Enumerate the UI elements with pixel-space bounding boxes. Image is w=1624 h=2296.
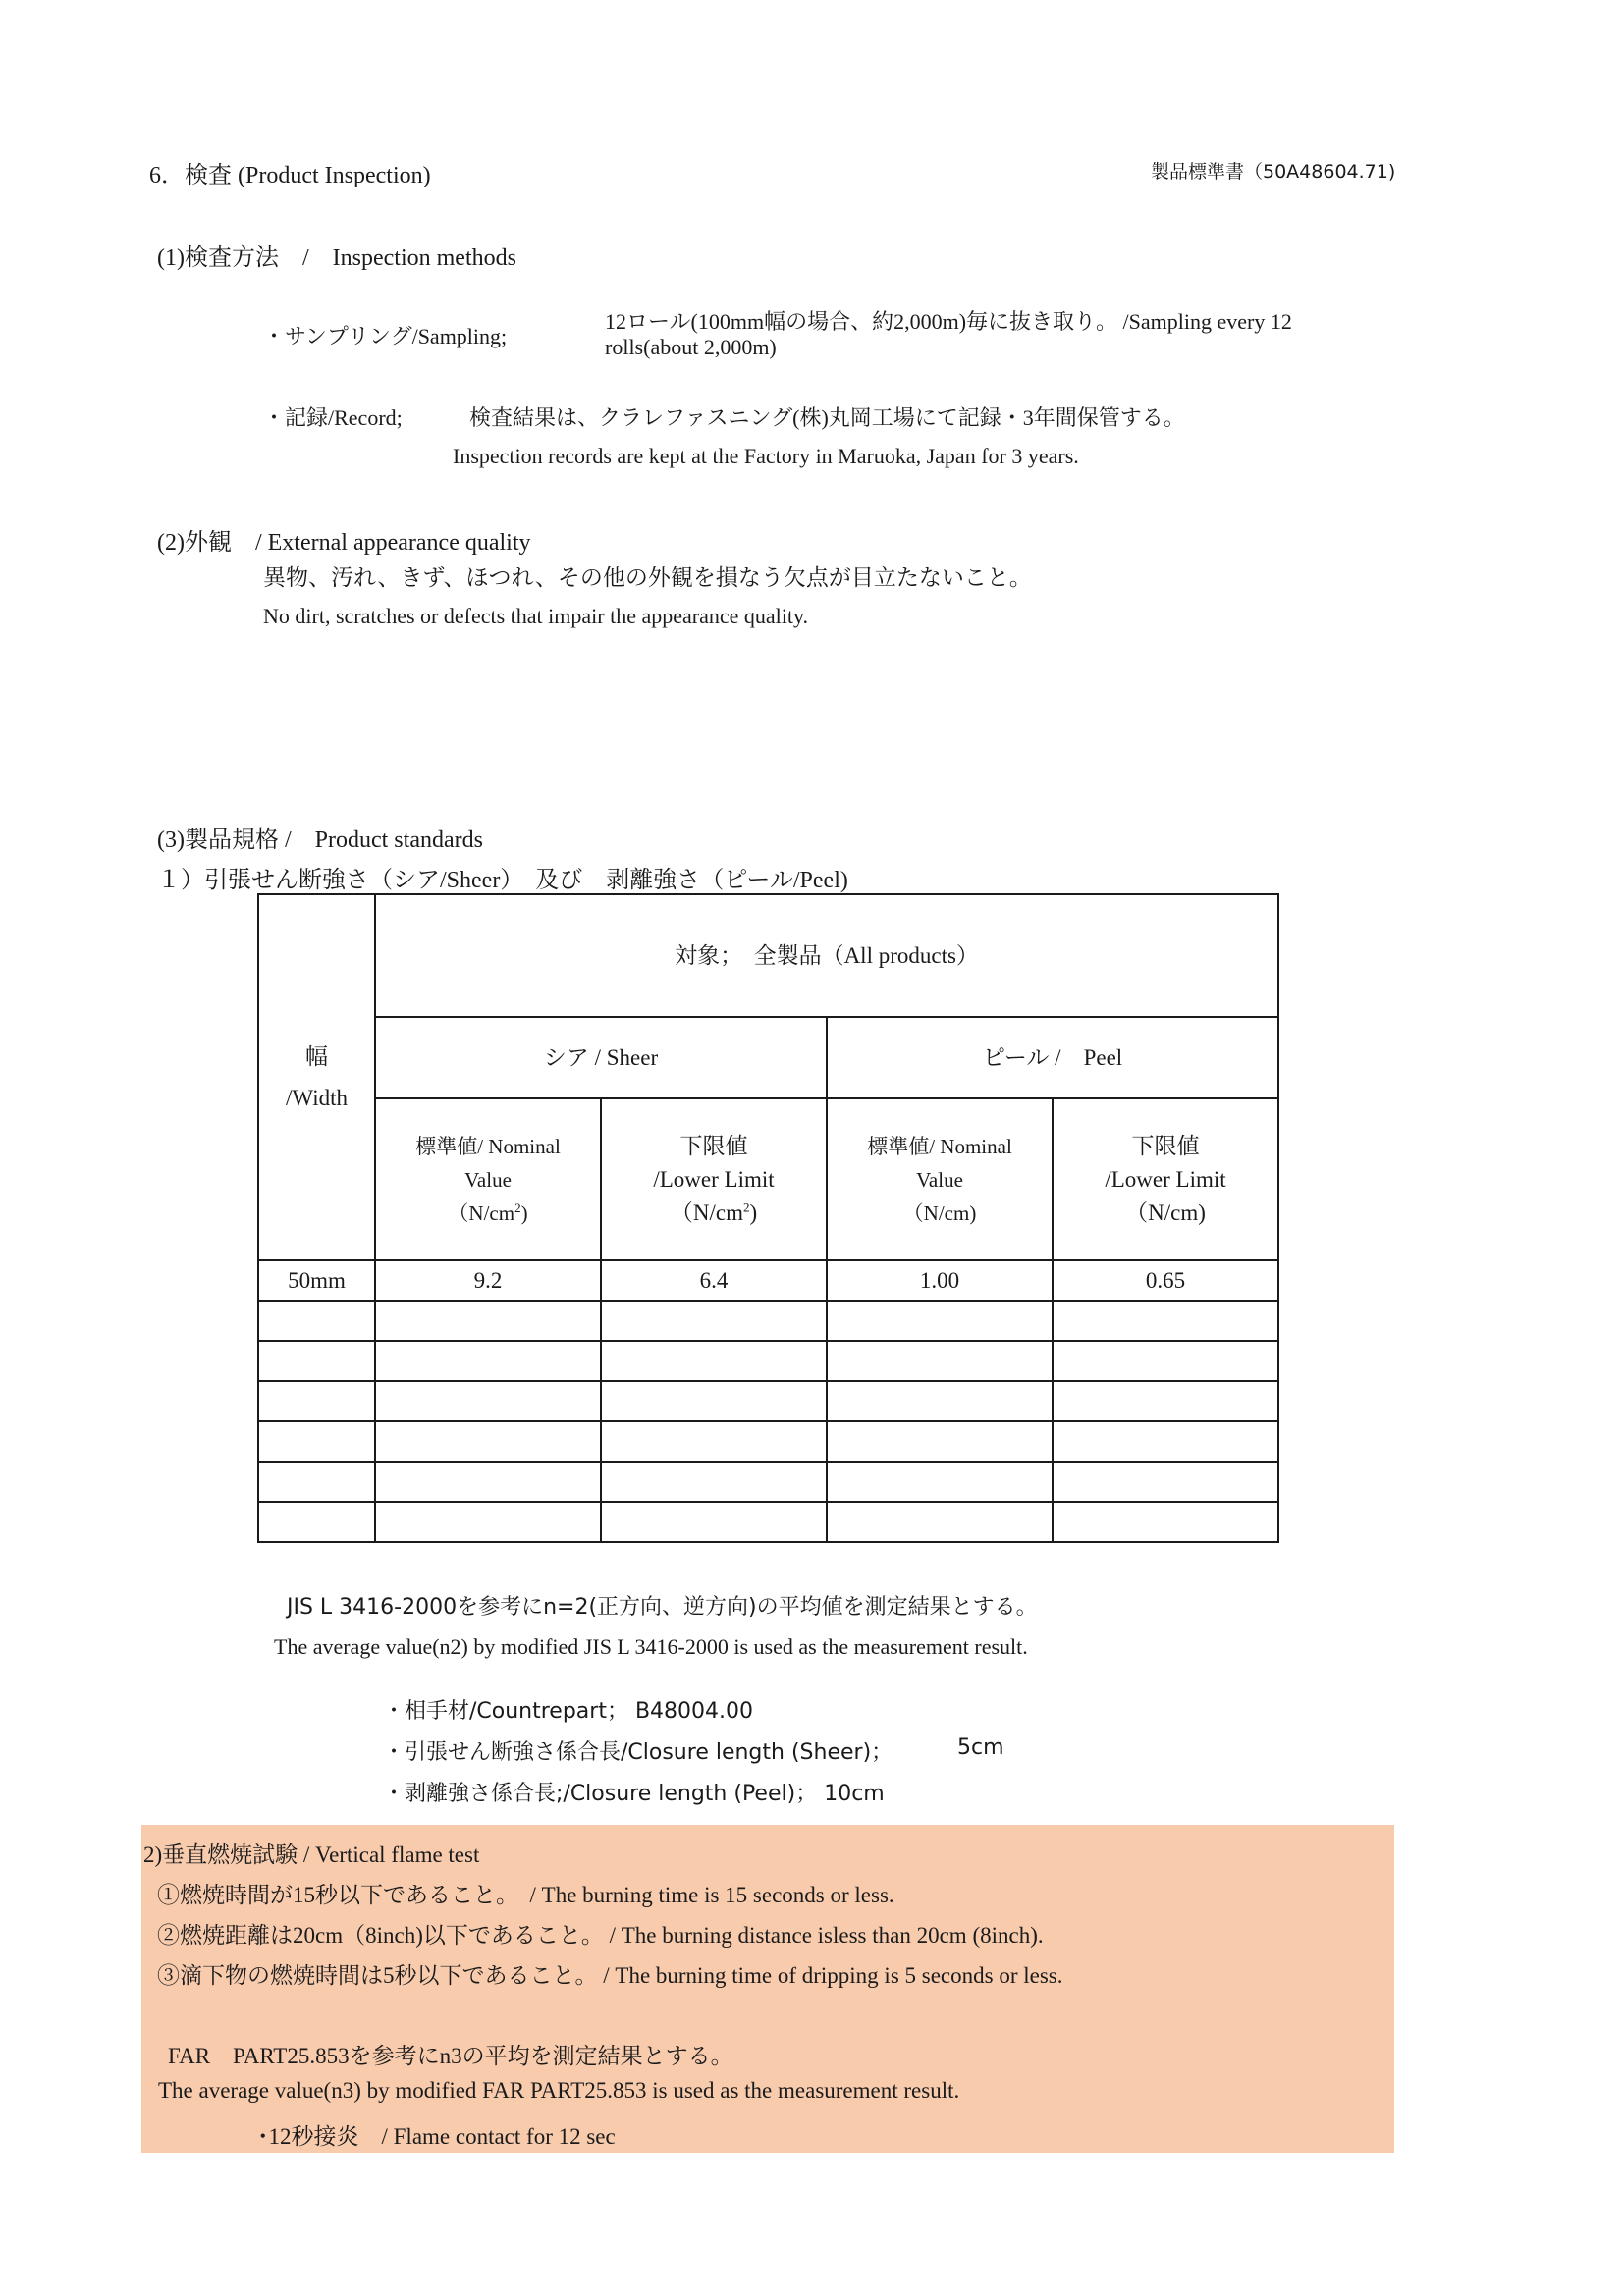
empty-cell: [1053, 1462, 1278, 1502]
product-standards-table: [257, 893, 1279, 1543]
flame-test-heading: 2)垂直燃焼試験 / Vertical flame test: [143, 1842, 480, 1867]
jis-note-en: The average value(n2) by modified JIS L 3416-2000 is used as the measurement result.: [274, 1634, 1028, 1659]
flame-item-3: ③滴下物の燃焼時間は5秒以下であること。 / The burning time of dripping is 5 seconds or less.: [157, 1963, 1063, 1988]
col-header-line2: Value: [916, 1167, 963, 1192]
empty-cell: [1053, 1301, 1278, 1341]
table-row: [258, 1462, 1278, 1502]
countrepart-line: ・相手材/Countrepart； B48004.00: [383, 1699, 754, 1724]
empty-cell: [827, 1421, 1053, 1462]
col-header-unit: （N/cm): [1125, 1200, 1206, 1225]
far-note-en: The average value(n3) by modified FAR PART25.853 is used as the measurement result.: [158, 2078, 960, 2103]
record-text-en: Inspection records are kept at the Factory in Maruoka, Japan for 3 years.: [453, 444, 1079, 468]
sampling-text-line2: rolls(about 2,000m): [605, 335, 777, 359]
peel-header: ピール / Peel: [827, 1017, 1278, 1098]
empty-cell: [827, 1462, 1053, 1502]
empty-cell: [258, 1462, 375, 1502]
empty-cell: [375, 1301, 601, 1341]
empty-cell: [258, 1381, 375, 1421]
table-row: [258, 1502, 1278, 1542]
product-standards-heading: (3)製品規格 / Product standards: [157, 828, 483, 853]
width-label-jp: 幅: [305, 1043, 328, 1069]
far-note-jp: FAR PART25.853を参考にn3の平均を測定結果とする。: [168, 2044, 733, 2068]
width-label-en: /Width: [286, 1085, 348, 1110]
peel-lower-header: [1053, 1098, 1278, 1260]
width-header-cell: [258, 894, 375, 1260]
col-header-unit: （N/cm): [902, 1201, 977, 1225]
table-row: [258, 1260, 1278, 1301]
empty-cell: [827, 1381, 1053, 1421]
col-header-line1: 下限値: [679, 1133, 748, 1158]
col-header-line1: 標準値/ Nominal: [415, 1134, 561, 1158]
document-reference: 製品標準書（50A48604.71): [1151, 161, 1396, 183]
empty-cell: [258, 1301, 375, 1341]
appearance-text-en: No dirt, scratches or defects that impair the appearance quality.: [263, 604, 809, 628]
peel-nominal-header: [827, 1098, 1053, 1260]
empty-cell: [258, 1502, 375, 1542]
record-text-jp: 検査結果は、クラレファスニング(株)丸岡工場にて記録・3年間保管する。: [469, 405, 1185, 430]
col-header-line2: /Lower Limit: [1105, 1166, 1226, 1192]
table-row: [258, 1381, 1278, 1421]
empty-cell: [827, 1301, 1053, 1341]
vertical-flame-test-box: [141, 1825, 1394, 2153]
row-sheer-lower: 6.4: [601, 1260, 827, 1301]
col-header-line2: Value: [464, 1167, 512, 1192]
row-sheer-nominal: 9.2: [375, 1260, 601, 1301]
empty-cell: [258, 1341, 375, 1381]
closure-sheer-label: ・引張せん断強さ係合長/Closure length (Sheer)；: [383, 1740, 893, 1765]
empty-cell: [1053, 1502, 1278, 1542]
closure-peel-line: ・剥離強さ係合長;/Closure length (Peel)； 10cm: [383, 1782, 885, 1806]
table-row: [258, 1341, 1278, 1381]
empty-cell: [258, 1421, 375, 1462]
sheer-peel-subheading: １）引張せん断強さ（シア/Sheer） 及び 剥離強さ（ピール/Peel): [157, 868, 848, 893]
flame-contact-line: ･12秒接炎 / Flame contact for 12 sec: [257, 2124, 616, 2149]
closure-sheer-value: 5cm: [957, 1735, 1004, 1760]
empty-cell: [375, 1421, 601, 1462]
sheer-lower-header: [601, 1098, 827, 1260]
empty-cell: [601, 1462, 827, 1502]
empty-cell: [601, 1502, 827, 1542]
empty-cell: [601, 1381, 827, 1421]
target-cell: 対象； 全製品（All products）: [375, 894, 1278, 1017]
empty-cell: [601, 1301, 827, 1341]
empty-cell: [375, 1462, 601, 1502]
empty-cell: [375, 1381, 601, 1421]
inspection-methods-heading: (1)検査方法 / Inspection methods: [157, 245, 516, 271]
empty-cell: [601, 1421, 827, 1462]
col-header-unit: $(N/cm^2)$: [670, 1199, 758, 1225]
appearance-text-jp: 異物、汚れ、きず、ほつれ、その他の外観を損なう欠点が目立たないこと。: [263, 565, 1032, 590]
empty-cell: [1053, 1341, 1278, 1381]
row-peel-nominal: 1.00: [827, 1260, 1053, 1301]
table-row: [258, 1421, 1278, 1462]
sheer-nominal-header: [375, 1098, 601, 1260]
col-header-line1: 標準値/ Nominal: [867, 1134, 1012, 1158]
flame-item-2: ②燃焼距離は20cm（8inch)以下であること。 / The burning distance isless than 20cm (8inch).: [157, 1923, 1044, 1948]
empty-cell: [827, 1341, 1053, 1381]
sheer-header: シア / Sheer: [375, 1017, 827, 1098]
empty-cell: [1053, 1381, 1278, 1421]
sampling-text-line1: 12ロール(100mm幅の場合、約2,000m)毎に抜き取り。 /Sampling every 12: [605, 309, 1292, 334]
col-header-line1: 下限値: [1131, 1133, 1200, 1158]
sampling-label: ・サンプリング/Sampling;: [263, 324, 508, 348]
row-width: 50mm: [258, 1260, 375, 1301]
jis-note-jp: JIS L 3416-2000を参考にn=2(正方向、逆方向)の平均値を測定結果とする。: [287, 1595, 1038, 1620]
flame-item-1: ①燃焼時間が15秒以下であること。 / The burning time is 15 seconds or less.: [157, 1883, 894, 1907]
appearance-heading: (2)外観 / External appearance quality: [157, 530, 531, 556]
section-title: 6．検査 (Product Inspection): [149, 163, 431, 188]
empty-cell: [601, 1341, 827, 1381]
col-header-line2: /Lower Limit: [653, 1166, 775, 1192]
record-label: ・記録/Record;: [263, 405, 403, 430]
table-row: [258, 1301, 1278, 1341]
empty-cell: [1053, 1421, 1278, 1462]
row-peel-lower: 0.65: [1053, 1260, 1278, 1301]
empty-cell: [827, 1502, 1053, 1542]
col-header-unit: $(N/cm^2)$: [448, 1200, 528, 1225]
empty-cell: [375, 1502, 601, 1542]
empty-cell: [375, 1341, 601, 1381]
